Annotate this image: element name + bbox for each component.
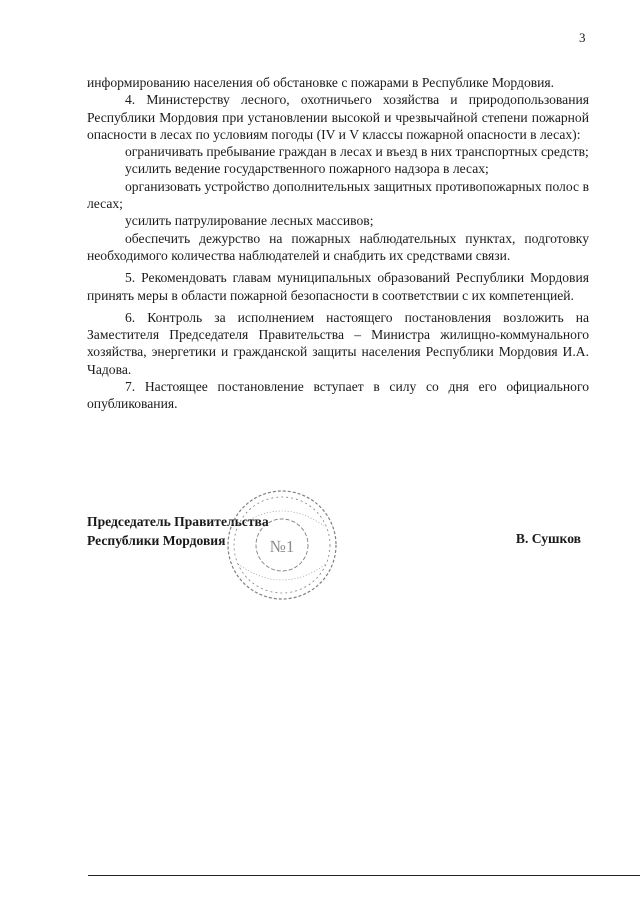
paragraph: усилить патрулирование лесных массивов; <box>125 213 374 229</box>
paragraph: информированию населения об обстановке с пожарами в Республике Мордовия. <box>87 75 555 90</box>
official-seal-stamp <box>218 486 346 604</box>
paragraph: организовать устройство дополнительных защитных противопожарных полос в лесах; <box>87 178 589 212</box>
page-number: 3 <box>579 30 586 45</box>
paragraph: ограничивать пребывание граждан в лесах и въезд в них транспортных средств; <box>125 144 589 160</box>
paragraph: 5. Рекомендовать главам муниципальных образований Республики Мордовия принять меры в области пожарной безопасности в соответствии с их компетенцией. <box>87 270 589 303</box>
signer-title-line-1: Председатель Правительства <box>87 514 269 529</box>
seal-inner-text: №1 <box>269 537 295 556</box>
bottom-rule <box>88 875 640 876</box>
paragraph: обеспечить дежурство на пожарных наблюдательных пунктах, подготовку необходимого количества наблюдателей и снабдить их средствами связи. <box>87 230 589 263</box>
signer-name: В. Сушков <box>515 531 581 546</box>
paragraph: 7. Настоящее постановление вступает в силу со дня его официального опубликования. <box>87 379 589 412</box>
paragraph: усилить ведение государственного пожарного надзора в лесах; <box>125 161 489 177</box>
paragraph: 6. Контроль за исполнением настоящего постановления возложить на Заместителя Председателя Правительства – Министра жилищно-коммунального хозяйства, энергетики и гражданской защиты населения Республики Мордовия И.А. Чадова. <box>87 309 589 377</box>
paragraph: 4. Министерству лесного, охотничьего хозяйства и природопользования Республики Мордовия при установлении высокой и чрезвычайной степени пожарной опасности в лесах по условиям погоды (IV и V классы пожарной опасности в лесах): <box>87 92 589 142</box>
signer-title-line-2: Республики Мордовия <box>87 533 226 548</box>
body-text <box>87 74 589 413</box>
